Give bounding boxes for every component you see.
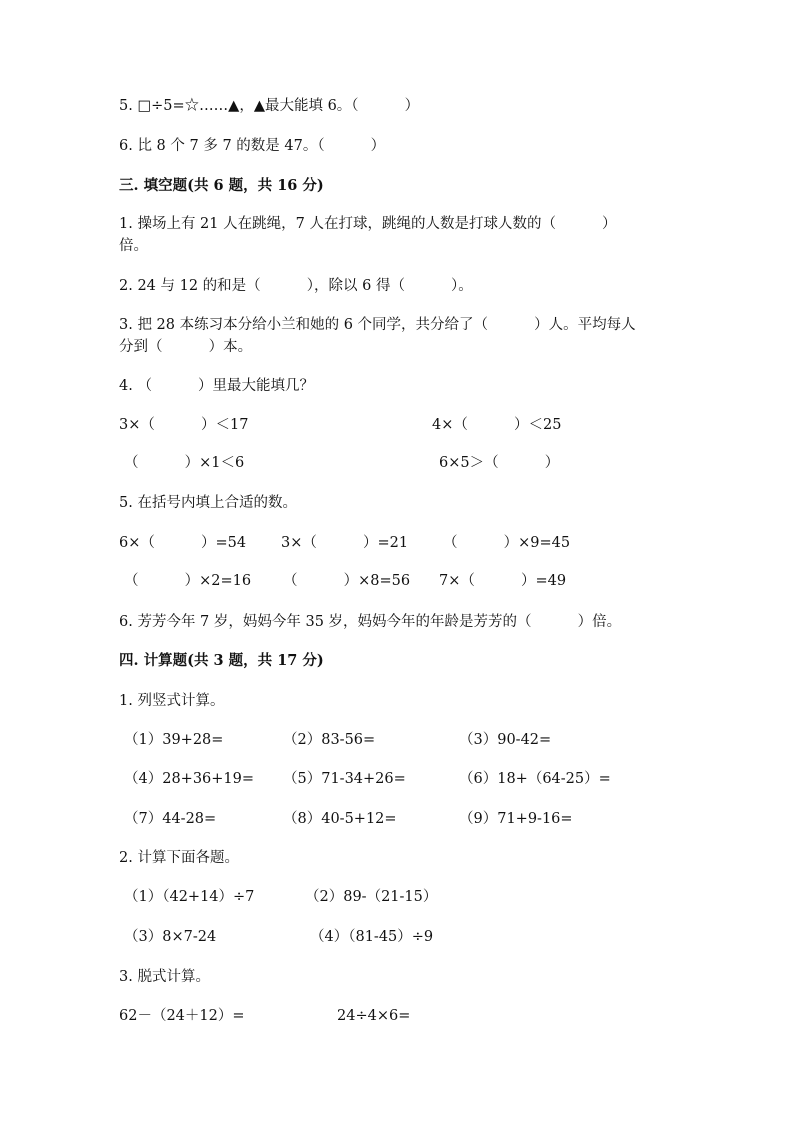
calc-question-3: 3. 脱式计算。 (119, 969, 210, 985)
calc-1-item-6: （6）18+（64-25）= (459, 771, 611, 787)
q5-item-5: （ ）×8=56 (283, 573, 411, 589)
q5-item-3: （ ）×9=45 (443, 535, 571, 551)
judgement-question-6: 6. 比 8 个 7 多 7 的数是 47。（ ） (119, 138, 386, 154)
section-4-title: 四. 计算题(共 3 题，共 17 分) (119, 652, 324, 669)
calc-1-item-3: （3）90-42= (459, 732, 552, 748)
calc-1-item-4: （4）28+36+19= (124, 771, 255, 787)
calc-1-item-5: （5）71-34+26= (283, 771, 406, 787)
calc-2-item-1: （1）（42+14）÷7 (124, 889, 255, 905)
calc-1-item-7: （7）44-28= (124, 811, 217, 827)
q5-item-6: 7×（ ）=49 (439, 573, 567, 589)
calc-1-item-2: （2）83-56= (283, 732, 376, 748)
q4-item-1: 3×（ ）＜17 (119, 417, 249, 433)
calc-1-item-1: （1）39+28= (124, 732, 224, 748)
q4-item-2: 4×（ ）＜25 (432, 417, 562, 433)
fill-question-1: 1. 操场上有 21 人在跳绳，7 人在打球，跳绳的人数是打球人数的（ ） (119, 216, 617, 232)
calc-3-item-1: 62－（24＋12）= (119, 1008, 245, 1024)
calc-2-item-3: （3）8×7-24 (124, 929, 217, 945)
calc-1-item-8: （8）40-5+12= (283, 811, 397, 827)
section-3-title: 三. 填空题(共 6 题，共 16 分) (119, 177, 324, 194)
fill-question-1-cont: 倍。 (119, 238, 148, 254)
calc-2-item-2: （2）89-（21-15） (305, 889, 438, 905)
calc-2-item-4: （4）（81-45）÷9 (310, 929, 434, 945)
fill-question-2: 2. 24 与 12 的和是（ ），除以 6 得（ ）。 (119, 278, 473, 294)
fill-question-5: 5. 在括号内填上合适的数。 (119, 495, 297, 511)
fill-question-3: 3. 把 28 本练习本分给小兰和她的 6 个同学，共分给了（ ）人。平均每人 (119, 317, 636, 333)
calc-1-item-9: （9）71+9-16= (459, 811, 573, 827)
q4-item-4: 6×5＞（ ） (439, 455, 560, 471)
calc-question-2: 2. 计算下面各题。 (119, 850, 239, 866)
fill-question-6: 6. 芳芳今年 7 岁，妈妈今年 35 岁，妈妈今年的年龄是芳芳的（ ）倍。 (119, 614, 622, 630)
q5-item-2: 3×（ ）=21 (281, 535, 409, 551)
calc-question-1: 1. 列竖式计算。 (119, 693, 225, 709)
q5-item-4: （ ）×2=16 (124, 573, 252, 589)
judgement-question-5: 5. □÷5=☆……▲，▲最大能填 6。（ ） (119, 98, 420, 114)
calc-3-item-2: 24÷4×6= (337, 1008, 411, 1024)
fill-question-3-cont: 分到（ ）本。 (119, 339, 253, 355)
q4-item-3: （ ）×1＜6 (124, 455, 245, 471)
fill-question-4: 4. （ ）里最大能填几？ (119, 378, 315, 394)
q5-item-1: 6×（ ）=54 (119, 535, 247, 551)
